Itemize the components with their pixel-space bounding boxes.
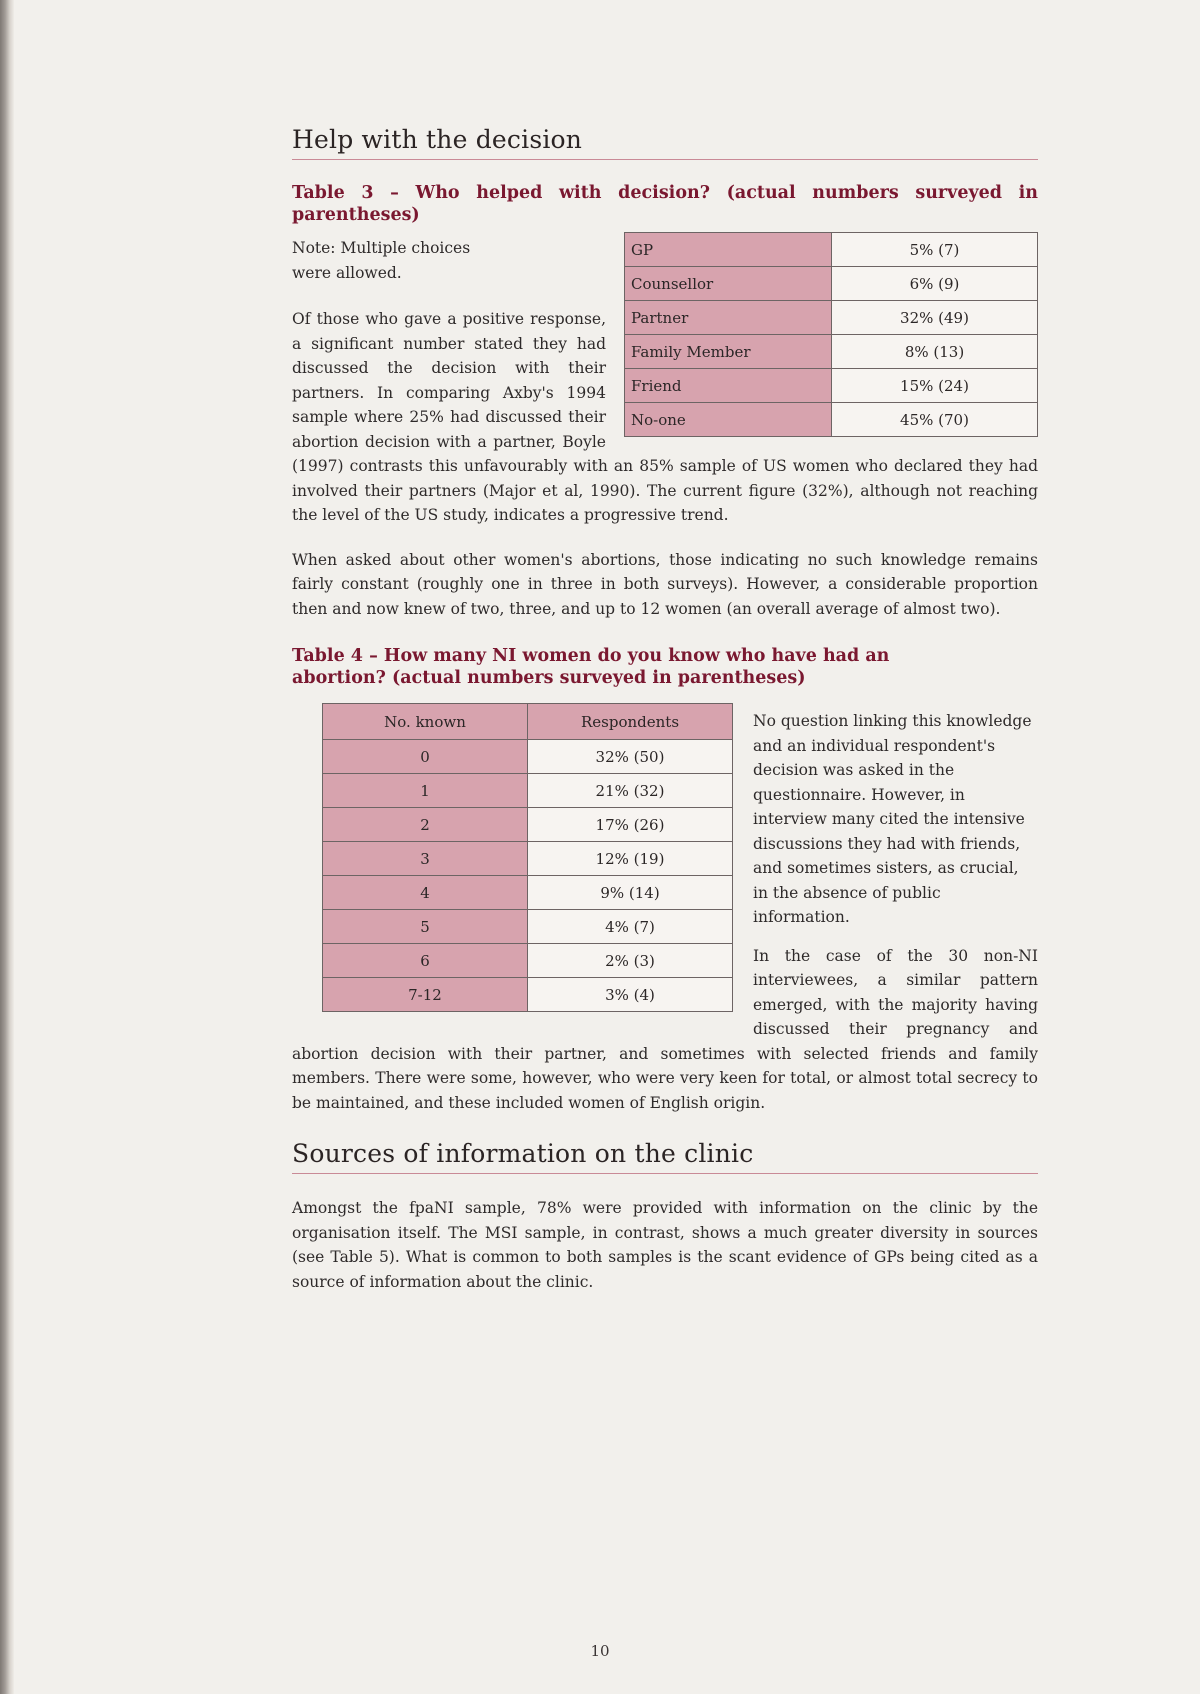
table4-row — [323, 740, 733, 774]
table4-respondents-cell: 17% (26) — [528, 808, 733, 842]
table3-label-cell: Counsellor — [625, 267, 832, 301]
table3 — [624, 232, 1038, 437]
table3-label-cell: GP — [625, 233, 832, 267]
table4-known-cell: 0 — [323, 740, 528, 774]
table4-respondents-cell: 9% (14) — [528, 876, 733, 910]
table4-known-cell: 6 — [323, 944, 528, 978]
table3-row — [625, 233, 1038, 267]
table3-value-cell: 15% (24) — [832, 369, 1038, 403]
table3-value-cell: 5% (7) — [832, 233, 1038, 267]
section-heading-sources: Sources of information on the clinic — [292, 1139, 1038, 1174]
table3-label-cell: Family Member — [625, 335, 832, 369]
table3-label-cell: Partner — [625, 301, 832, 335]
table4-known-cell: 2 — [323, 808, 528, 842]
table4-known-cell: 4 — [323, 876, 528, 910]
table4-header-known: No. known — [323, 704, 528, 740]
table4-known-cell: 1 — [323, 774, 528, 808]
paragraph-interview: No question linking this knowledge and an individual respondent's decision was asked in the questionnaire. However, in interview many cited the intensive discussions they had with friends, and sometimes sisters, as crucial, in the absence of public information. — [753, 712, 1032, 926]
table3-value-cell: 8% (13) — [832, 335, 1038, 369]
table4-row — [323, 808, 733, 842]
table3-value-cell: 45% (70) — [832, 403, 1038, 437]
table3-caption: Table 3 – Who helped with decision? (actual numbers surveyed in parentheses) — [292, 183, 1038, 225]
table4-caption: Table 4 – How many NI women do you know who have had an abortion? (actual numbers surveyed in parentheses) — [292, 646, 890, 688]
binding-edge — [0, 0, 14, 1694]
section-heading-help: Help with the decision — [292, 125, 1038, 160]
table3-note: Note: Multiple choices were allowed. — [292, 239, 471, 282]
table4-row — [323, 910, 733, 944]
table4-known-cell: 3 — [323, 842, 528, 876]
table4-header-respondents: Respondents — [528, 704, 733, 740]
page-content — [292, 125, 1038, 1294]
table3-row — [625, 369, 1038, 403]
table4-respondents-cell: 3% (4) — [528, 978, 733, 1012]
table4-respondents-cell: 12% (19) — [528, 842, 733, 876]
table3-row — [625, 335, 1038, 369]
table3-value-cell: 6% (9) — [832, 267, 1038, 301]
table3-label-cell: No-one — [625, 403, 832, 437]
table4-row — [323, 944, 733, 978]
table4 — [322, 703, 733, 1012]
paragraph-sources: Amongst the fpaNI sample, 78% were provided with information on the clinic by the organisation itself. The MSI sample, in contrast, shows a much greater diversity in sources (see Table 5). What is common to both samples is the scant evidence of GPs being cited as a source of information about the clinic. — [292, 1199, 1038, 1291]
paragraph-other-women: When asked about other women's abortions, those indicating no such knowledge remains fairly constant (roughly one in three in both surveys). However, a considerable proportion then and now knew of two, three, and up to 12 women (an overall average of almost two). — [292, 550, 1038, 618]
page-number: 10 — [590, 1642, 610, 1660]
table4-respondents-cell: 2% (3) — [528, 944, 733, 978]
table3-row — [625, 403, 1038, 437]
table4-respondents-cell: 4% (7) — [528, 910, 733, 944]
paragraph-non-ni: In the case of the 30 non-NI interviewees, a similar pattern emerged, with the majority having discussed their pregnancy and abortion decision with their partner, and sometimes with selected friends and family members. There were some, however, who were very keen for total, or almost total secrecy to be maintained, and these included women of English origin. — [292, 946, 1038, 1112]
table3-value-cell: 32% (49) — [832, 301, 1038, 335]
table4-respondents-cell: 32% (50) — [528, 740, 733, 774]
table4-row — [323, 774, 733, 808]
table4-known-cell: 5 — [323, 910, 528, 944]
table4-known-cell: 7-12 — [323, 978, 528, 1012]
table4-row — [323, 876, 733, 910]
table4-respondents-cell: 21% (32) — [528, 774, 733, 808]
paragraph-partners: Of those who gave a positive response, a significant number stated they had discussed the decision with their partners. In comparing Axby's 1994 sample where 25% had discussed their abortion decision with a partner, Boyle (1997) contrasts this unfavourably with an 85% sample of US women who declared they had involved their partners (Major et al, 1990). The current figure (32%), although not reaching the level of the US study, indicates a progressive trend. — [292, 310, 1038, 524]
table3-row — [625, 301, 1038, 335]
table4-row — [323, 978, 733, 1012]
table3-label-cell: Friend — [625, 369, 832, 403]
table4-row — [323, 842, 733, 876]
table3-row — [625, 267, 1038, 301]
